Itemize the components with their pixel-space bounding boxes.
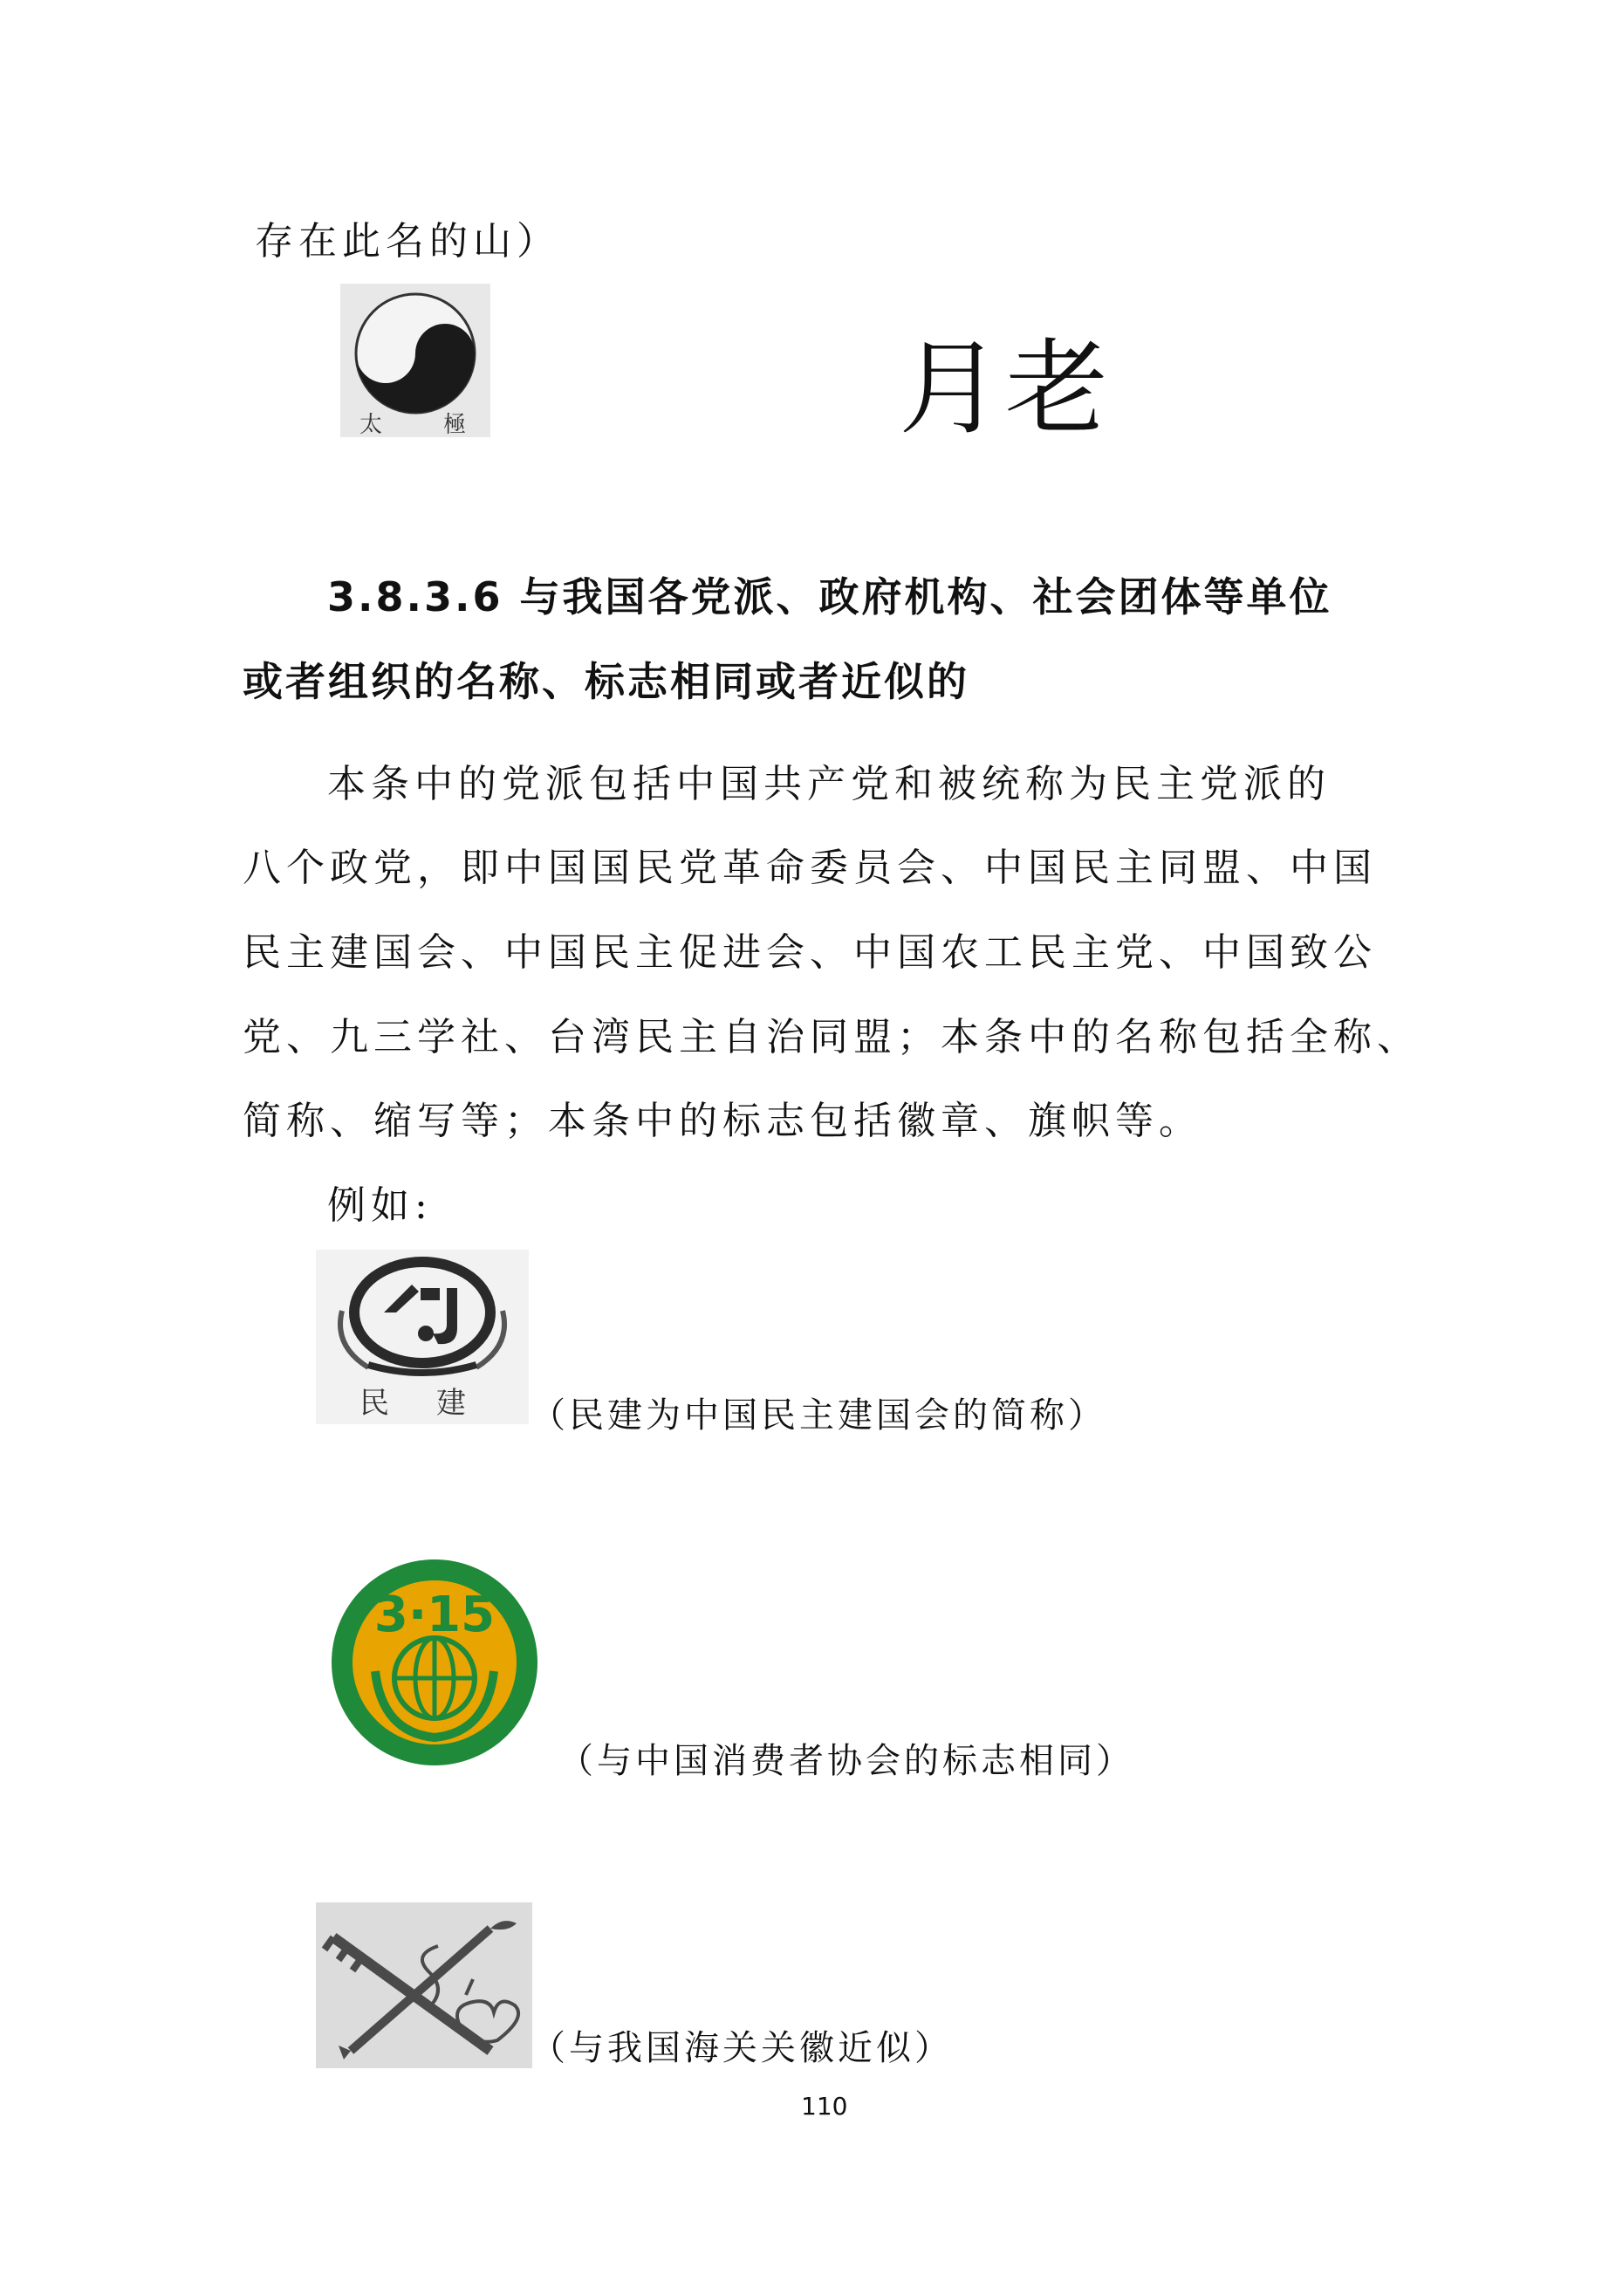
paragraph-line: 八个政党，即中国国民党革命委员会、中国民主同盟、中国 (243, 846, 1377, 890)
cca-logo-text: 3·15 (373, 1587, 496, 1643)
taiji-caption-right: 極 (443, 412, 467, 437)
page-number: 110 (801, 2092, 848, 2121)
continued-text: 存在此名的山） (255, 219, 560, 264)
key-caduceus-icon (316, 1902, 532, 2068)
big-trademark-text: 月老 (899, 328, 1112, 449)
section-heading-line1: 3.8.3.6 与我国各党派、政府机构、社会团体等单位 (327, 573, 1332, 620)
cca-logo (330, 1558, 539, 1767)
paragraph-line: 党、九三学社、台湾民主自治同盟；本条中的名称包括全称、 (243, 1015, 1421, 1059)
cca-emblem-icon (330, 1558, 539, 1767)
paragraph-line: 简称、缩写等；本条中的标志包括徽章、旗帜等。 (243, 1099, 1202, 1143)
example-caption: （与中国消费者协会的标志相同） (558, 1741, 1134, 1781)
taiji-caption-left: 太 (359, 412, 383, 437)
paragraph-line: 本条中的党派包括中国共产党和被统称为民主党派的 (327, 762, 1331, 806)
example-caption: （民建为中国民主建国会的简称） (531, 1395, 1106, 1436)
taiji-logo (340, 284, 490, 437)
paragraph-line: 民主建国会、中国民主促进会、中国农工民主党、中国致公 (243, 930, 1377, 975)
section-heading-line2: 或者组织的名称、标志相同或者近似的 (243, 658, 969, 705)
minjian-logo (316, 1250, 529, 1424)
example-caption: （与我国海关关徽近似） (531, 2028, 953, 2068)
customs-like-logo (316, 1902, 532, 2068)
taiji-icon (340, 284, 490, 437)
example-label: 例如: (327, 1183, 433, 1228)
minjian-logo-text: 民 建 (359, 1386, 475, 1421)
